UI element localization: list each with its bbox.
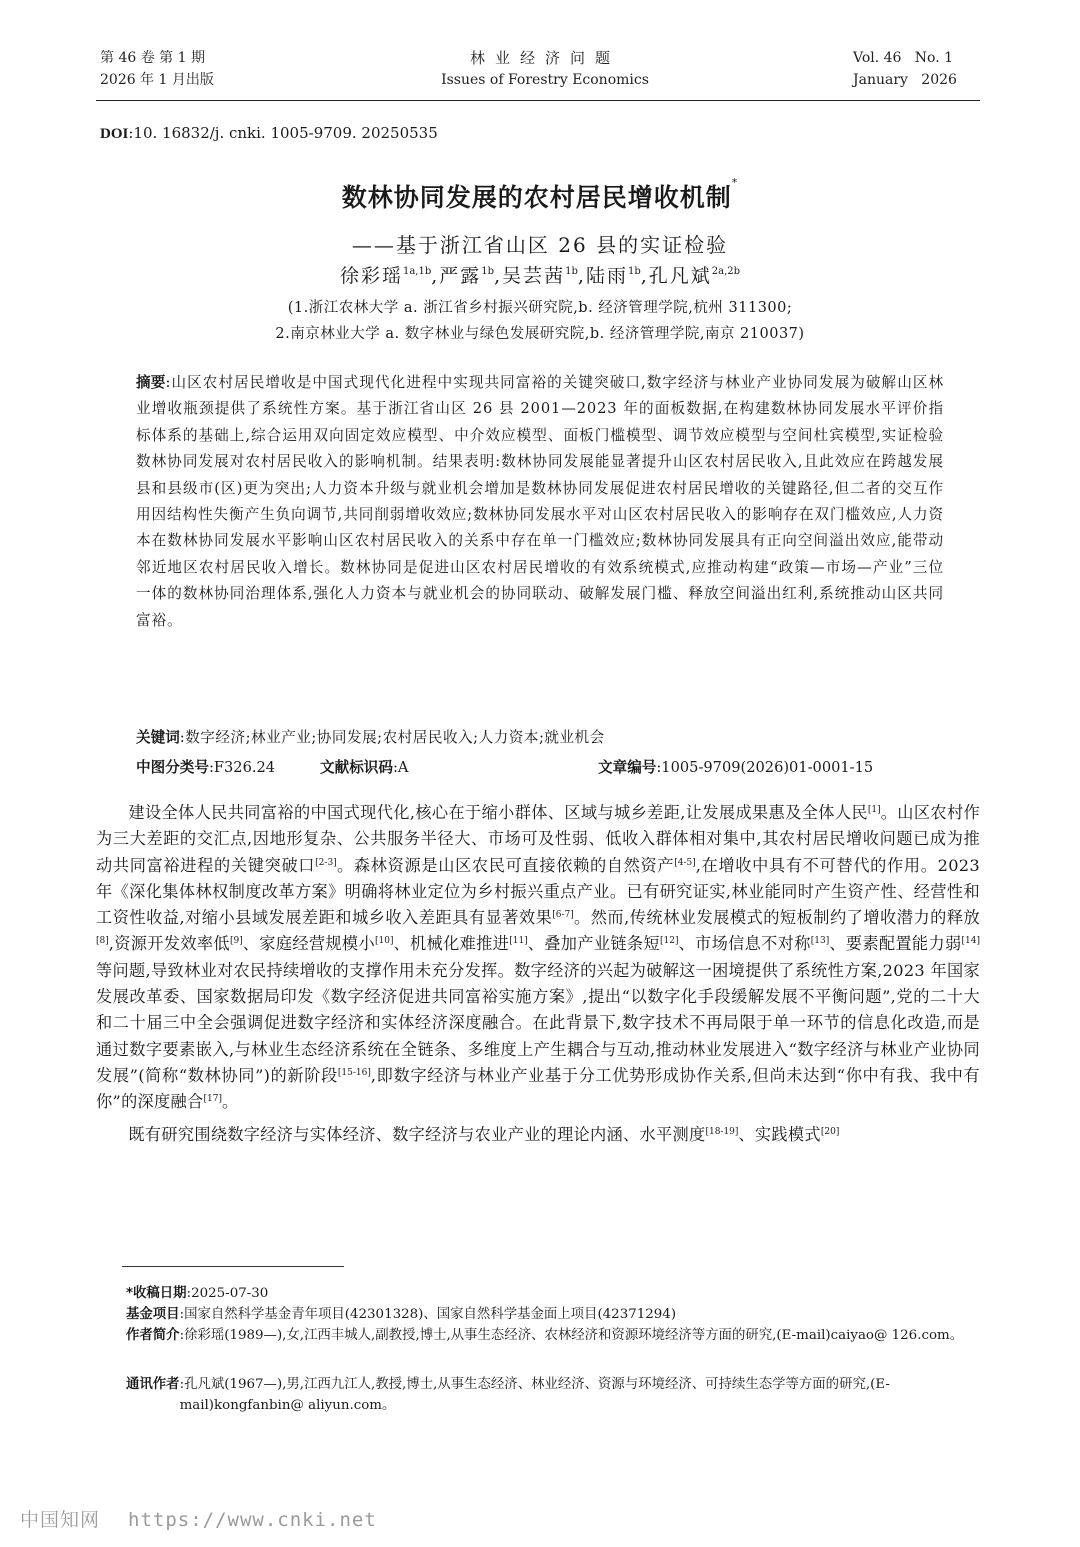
author-intro-label: 作者简介 bbox=[126, 1328, 180, 1343]
clc-value: :F326.24 bbox=[208, 759, 276, 776]
citation: [6-7] bbox=[552, 910, 574, 921]
citation: [1] bbox=[867, 805, 881, 815]
citation: [14] bbox=[961, 936, 980, 947]
journal-issue-info-en bbox=[853, 47, 957, 91]
citation: [17] bbox=[203, 1094, 222, 1105]
document-code-label: 文献标识码 bbox=[320, 759, 393, 776]
article-subtitle: ——基于浙江省山区 26 县的实证检验 bbox=[351, 233, 729, 257]
title-footnote-mark: * bbox=[731, 176, 739, 189]
citation: [4-5] bbox=[674, 857, 696, 868]
clc-label: 中图分类号 bbox=[136, 759, 209, 776]
body-text-run: 、机械化难推进 bbox=[393, 934, 510, 954]
journal-issue-info bbox=[100, 47, 214, 91]
body-text-run: ,即数字经济与林业产业基于分工优势形成协作关系,但尚未达到“你中有我、我中有你”的深度融合 bbox=[96, 1065, 981, 1112]
doi-value: :10. 16832/j. cnki. 1005-9709. 20250535 bbox=[128, 124, 438, 142]
document-code bbox=[320, 755, 408, 781]
received-label: *收稿日期 bbox=[126, 1286, 187, 1301]
body-text-run: ,资源开发效率低 bbox=[108, 934, 230, 954]
affiliation-2: 2.南京林业大学 a. 数字林业与绿色发展研究院,b. 经济管理学院,南京 210037) bbox=[275, 326, 805, 342]
body-paragraph-2 bbox=[96, 1122, 980, 1148]
body-text-run: 。山区农村作为三大差距的交汇点,因地形复杂、公共服务半径大、市场可及性弱、低收入群体相对集中,其农村居民增收问题已成为推动共同富裕进程的关键突破口 bbox=[96, 803, 980, 875]
body-text-run: 、家庭经营规模小 bbox=[242, 934, 375, 954]
body-text-run: ,在增收中具有不可替代的作用。2023 年《深化集体林权制度改革方案》明确将林业定位为乡村振兴重点产业。已有研究证实,林业能同时产生资产性、经营性和工资性收益,对缩小县域发展差距和城乡收入差距具有显著效果 bbox=[96, 855, 981, 928]
citation: [15-16] bbox=[337, 1067, 371, 1078]
fund-label: 基金项目 bbox=[126, 1307, 180, 1322]
doi-label: DOI bbox=[100, 126, 129, 142]
body-text-run: 既有研究围绕数字经济与实体经济、数字经济与农业产业的理论内涵、水平测度 bbox=[128, 1124, 706, 1144]
footnote-received bbox=[126, 1283, 986, 1304]
received-value: :2025-07-30 bbox=[186, 1286, 269, 1301]
issue-date: 2026 年 1 月出版 bbox=[100, 72, 214, 88]
corresponding-value: :孔凡斌(1967—),男,江西九江人,教授,博士,从事生态经济、林业经济、资源与环境经济、可持续生态学等方面的研究,(E-mail)kongfanbin@ aliyun.com。 bbox=[179, 1377, 890, 1413]
issue-volume-en: Vol. 46 No. 1 bbox=[853, 50, 954, 66]
article-title bbox=[0, 178, 1080, 214]
author-intro-value: :徐彩瑶(1989—),女,江西丰城人,副教授,博士,从事生态经济、农林经济和资源环境经济等方面的研究,(E-mail)caiyao@ 126.com。 bbox=[179, 1328, 964, 1343]
footnote-fund bbox=[126, 1304, 986, 1325]
body-text-run: 。 bbox=[221, 1092, 239, 1112]
abstract-label: 摘要 bbox=[136, 374, 166, 391]
abstract bbox=[136, 370, 944, 634]
article-number-value: :1005-9709(2026)01-0001-15 bbox=[656, 759, 874, 776]
citation: [13] bbox=[810, 936, 830, 947]
body-text-run: 。森林资源是山区农民可直接依赖的自然资产 bbox=[336, 855, 675, 875]
body-text-run: 、市场信息不对称 bbox=[678, 934, 811, 954]
journal-name-en: Issues of Forestry Economics bbox=[441, 72, 649, 88]
body-text-run: 、叠加产业链条短 bbox=[527, 934, 660, 954]
journal-name-cn: 林业经济问题 bbox=[469, 49, 620, 67]
citation: [20] bbox=[820, 1126, 840, 1137]
author: 徐彩瑶 bbox=[339, 265, 403, 287]
citation: [12] bbox=[659, 936, 679, 947]
footnote-author bbox=[126, 1325, 986, 1346]
body-text-run: 等问题,导致林业对农民持续增收的支撑作用未充分发挥。数字经济的兴起为破解这一困境提供了系统性方案,2023 年国家发展改革委、国家数据局印发《数字经济促进共同富裕实施方案》,提出“以数字化手段缓解发展不平衡问题”,党的二十大和二十届三中全会强调促进数字经济和实体经济深度融合。在此背景下,数字技术不再局限于单一环节的信息化改造,而是通过数字要素嵌入,与林业生态经济系统在全链条、多维度上产生耦合与互动,推动林业发展进入“数字经济与林业产业协同发展”(简称“数林协同”)的新阶段 bbox=[96, 960, 980, 1085]
citation: [8] bbox=[96, 936, 109, 947]
body-text-run: 建设全体人民共同富裕的中国式现代化,核心在于缩小群体、区域与城乡差距,让发展成果惠及全体人民 bbox=[128, 803, 868, 822]
author: 严露 bbox=[439, 265, 482, 287]
journal-name bbox=[380, 47, 710, 91]
author: 吴芸茜 bbox=[502, 265, 566, 287]
doi-line bbox=[100, 124, 438, 143]
watermark-site-name: 中国知网 bbox=[20, 1509, 101, 1531]
author-affiliation: 1b bbox=[481, 265, 495, 277]
fund-value: :国家自然科学基金青年项目(42301328)、国家自然科学基金面上项目(42371294) bbox=[179, 1307, 677, 1322]
author: 陆雨 bbox=[585, 265, 628, 287]
affiliation-1: (1.浙江农林大学 a. 浙江省乡村振兴研究院,b. 经济管理学院,杭州 311300; bbox=[287, 300, 793, 316]
author-affiliation: 1a,1b bbox=[402, 265, 432, 277]
author-affiliation: 1b bbox=[565, 265, 578, 277]
citation: [2-3] bbox=[315, 857, 337, 868]
body-paragraph-1 bbox=[96, 800, 980, 1116]
author-affiliation: 2a,2b bbox=[711, 265, 741, 277]
article-number bbox=[598, 755, 873, 781]
abstract-text: :山区农村居民增收是中国式现代化进程中实现共同富裕的关键突破口,数字经济与林业产业协同发展为破解山区林业增收瓶颈提供了系统性方案。基于浙江省山区 26 县 2001—2023 年的面板数据,在构建数林协同发展水平评价指标体系的基础上,综合运用双向固定效应模型、中介效应模型、面板门槛模型、调节效应模型与空间杜宾模型,实证检验数林协同发展对农村居民收入的影响机制。结果表明:数林协同发展能显著提升山区农村居民收入,且此效应在跨越发展县和县级市(区)更为突出;人力资本升级与就业机会增加是数林协同发展促进农村居民增收的关键路径,但二者的交互作用因结构性失衡产生负向调节,共同削弱增收效应;数林协同发展水平对山区农村居民收入的影响存在双门槛效应,人力资本在数林协同发展水平影响山区农村居民收入的关系中存在单一门槛效应;数林协同发展具有正向空间溢出效应,能带动邻近地区农村居民收入增长。数林协同是促进山区农村居民增收的有效系统模式,应推动构建“政策—市场—产业”三位一体的数林协同治理体系,强化人力资本与就业机会的协同联动、破解发展门槛、释放空间溢出红利,系统推动山区共同富裕。 bbox=[136, 374, 944, 629]
article-number-label: 文章编号 bbox=[598, 759, 657, 776]
title-text: 数林协同发展的农村居民增收机制 bbox=[341, 183, 732, 212]
citation: [18-19] bbox=[705, 1126, 739, 1137]
keywords-text: :数字经济;林业产业;协同发展;农村居民收入;人力资本;就业机会 bbox=[179, 729, 605, 746]
keywords-label: 关键词 bbox=[136, 729, 180, 746]
cnki-watermark bbox=[20, 1505, 377, 1532]
citation: [10] bbox=[374, 936, 394, 947]
issue-volume: 第 46 卷 第 1 期 bbox=[100, 50, 205, 66]
body-text-run: 、实践模式 bbox=[738, 1124, 821, 1144]
author-affiliation: 1b bbox=[627, 265, 641, 277]
header-divider bbox=[96, 100, 980, 101]
author: 孔凡斌 bbox=[648, 265, 712, 287]
author-list: 徐彩瑶$^{1a,1b}$,严露$^{1b}$,吴芸茜$^{1b}$,陆雨$^{1b}$,孔凡斌$^{2a,2b}$ bbox=[339, 265, 741, 287]
document-code-value: :A bbox=[392, 759, 409, 776]
clc-number bbox=[136, 755, 275, 781]
footnote-corresponding bbox=[126, 1374, 986, 1416]
body-text-run: 。然而,传统林业发展模式的短板制约了增收潜力的释放 bbox=[573, 908, 980, 928]
keywords bbox=[136, 725, 944, 751]
issue-date-en: January 2026 bbox=[853, 72, 957, 88]
citation: [9] bbox=[229, 936, 243, 947]
citation: [11] bbox=[509, 936, 528, 947]
corresponding-label: 通讯作者 bbox=[126, 1377, 180, 1392]
watermark-url: https://www.cnki.net bbox=[128, 1509, 377, 1531]
body-text-run: 、要素配置能力弱 bbox=[829, 934, 962, 954]
body-text bbox=[96, 800, 980, 1148]
footnote-divider bbox=[122, 1266, 344, 1267]
